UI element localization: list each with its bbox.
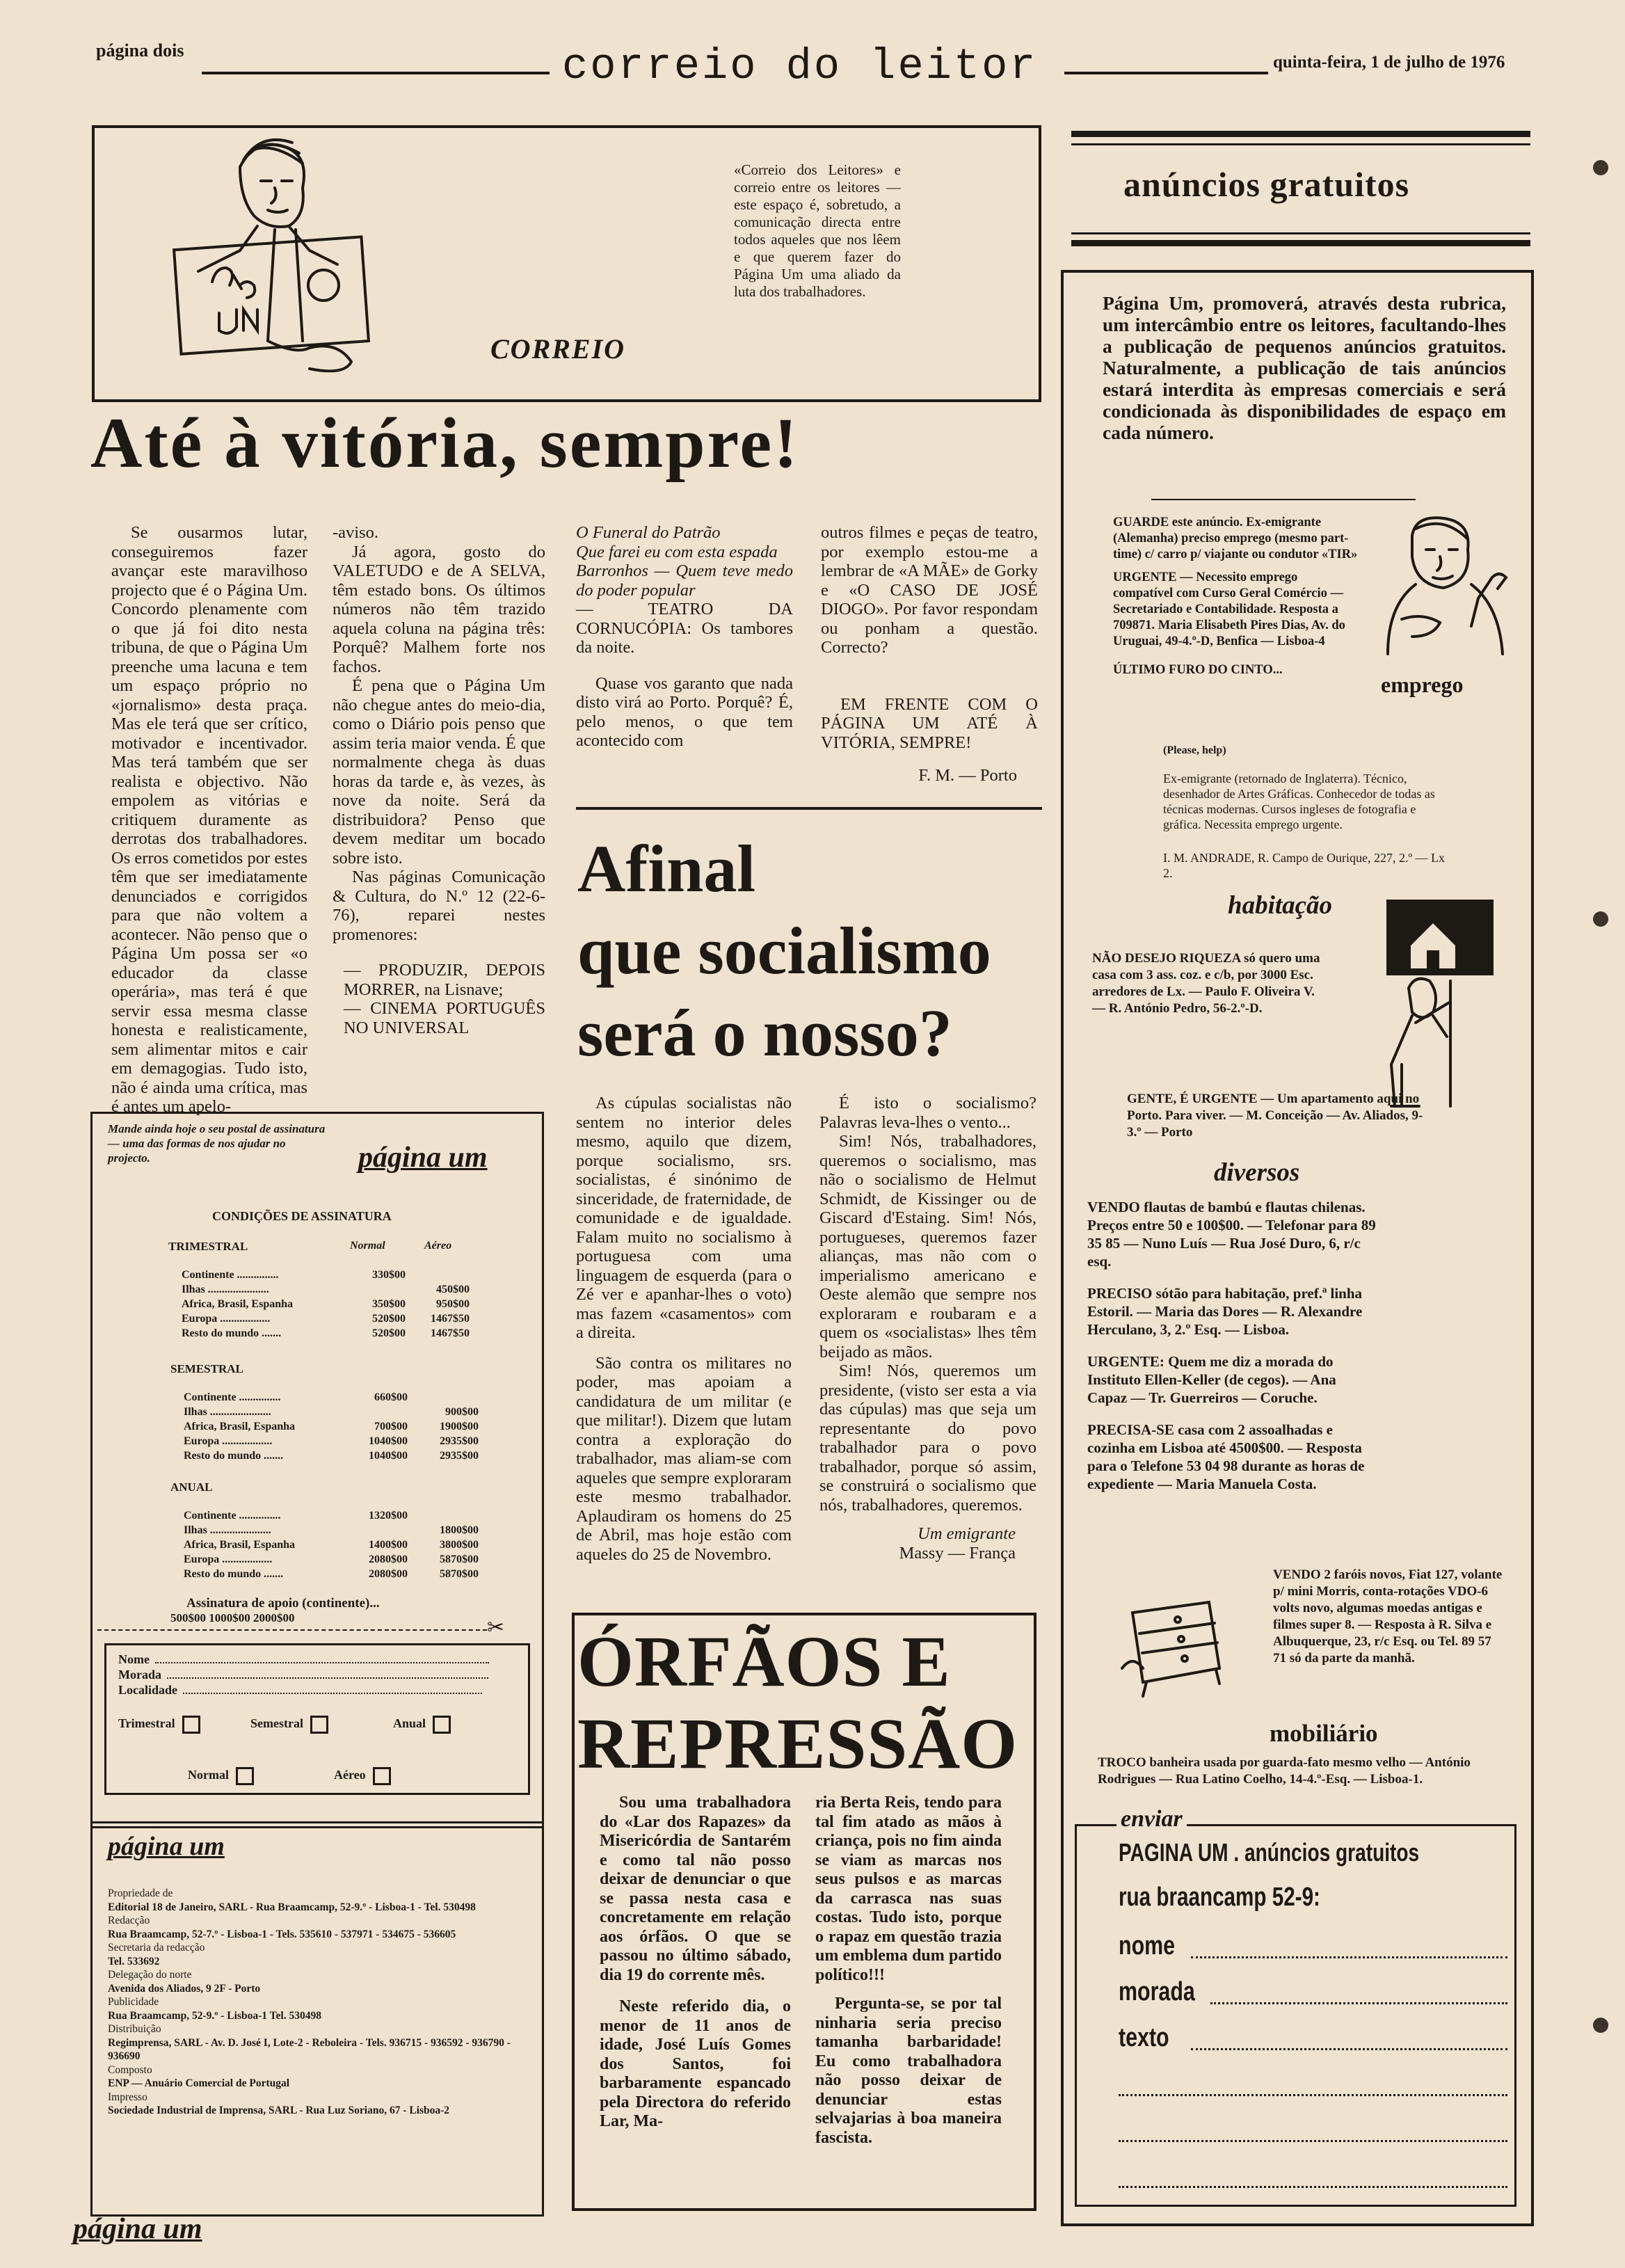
article1-paragraph: Já agora, gosto do VALETUDO e de A SELVA, têm estado bons. Os últimos números não têm trazido aquela coluna na página três: Porquê? Malhem forte nos fachos. <box>333 542 545 676</box>
coupon-texto-line[interactable] <box>1119 2186 1507 2188</box>
headline-afinal: Afinal que socialismo será o nosso? <box>577 831 991 1070</box>
article2-paragraph: Sim! Nós, queremos um presidente, (visto ser esta a via das cúpulas) mas que seja um representante do povo trabalhador para o povo trabalhador, porque só assim, se construirá o socialismo que nós, trabalhadores, queremos. <box>819 1361 1036 1515</box>
correio-intro: «Correio dos Leitores» e correio entre os leitores — este espaço é, sobretudo, a comunicação directa entre todos aqueles que nos lêem e que querem fazer do Página Um uma aliado da luta dos trabalhadores. <box>734 161 901 300</box>
table-row: Ilhas ...................... 450$00 <box>182 1284 470 1295</box>
article1-list-item: Que farei eu com esta espada <box>576 542 778 561</box>
table-row: Continente ............... 330$00 <box>182 1269 406 1281</box>
article1-column-3 <box>576 523 793 751</box>
issue-date: quinta-feira, 1 de julho de 1976 <box>1273 53 1505 72</box>
footer-logo: página um <box>73 2213 202 2245</box>
article1-signature: F. M. — Porto <box>918 766 1017 785</box>
article3-paragraph: Neste referido dia, o menor de 11 anos de idade, José Luís Gomes dos Santos, foi barbaramente espancado pela Directora do referido Lar, Ma- <box>600 1997 791 2130</box>
article2-signature: Massy — França <box>899 1543 1016 1563</box>
period-semestral: SEMESTRAL <box>170 1362 243 1375</box>
article1-column-1 <box>111 523 307 1117</box>
table-row: Europa .................. 1040$00 2935$00 <box>184 1435 479 1447</box>
price-table-anual <box>179 1508 483 1581</box>
table-row: Ilhas ...................... 900$00 <box>184 1406 479 1418</box>
coupon-morada-label: morada <box>1119 1977 1195 2006</box>
checkbox-trimestral[interactable]: Trimestral <box>118 1716 200 1734</box>
ad-item: VENDO flautas de bambú e flautas chilenas. Preços entre 50 e 100$00. — Telefonar para 89 35 85 — Nuno Luís — Rua José Duro, 6, r/c esq. <box>1087 1199 1376 1270</box>
imprint-text: Propriedade de Editorial 18 de Janeiro, SARL - Rua Braamcamp, 52-9.º - Lisboa-1 - Tel. 530498 Redacção Rua Braamcamp, 52-7.º - Lisboa-1 - Tels. 535610 - 537971 - 534675 - 536605 Secretaria da redacção Tel. 533692 Delegação do norte Avenida dos Aliados, 9 2F - Porto Publicidade Rua Braamcamp, 52-9.º - Lisboa-1 Tel. 530498 Distribuição Regimprensa, SARL - Av. D. José I, Lote-2 - Reboleira - Tels. 936715 - 936592 - 936790 - 936690 Composto ENP — Anuário Comercial de Portugal Impresso Sociedade Industrial de Imprensa, SARL - Rua Luz Soriano, 67 - Lisboa-2 <box>108 1887 511 2116</box>
table-row: Resto do mundo ....... 1040$00 2935$00 <box>184 1450 479 1462</box>
article1-paragraph: outros filmes e peças de teatro, por exemplo estou-me a lembrar de «A MÃE» de Gorky e «O CASO DE JOSÉ DIOGO». Por favor respondam ou ponham a questão. Correcto? <box>821 523 1038 657</box>
table-row: Resto do mundo ....... 2080$00 5870$00 <box>184 1568 479 1580</box>
table-row: Africa, Brasil, Espanha 700$00 1900$00 <box>184 1421 479 1432</box>
ad-item: GUARDE este anúncio. Ex-emigrante (Alemanha) preciso emprego (mesmo part-time) c/ carro p/ viajante ou condutor «TIR» <box>1113 516 1358 561</box>
form-localidade[interactable]: Localidade <box>118 1682 482 1698</box>
article2-column-1 <box>576 1094 792 1564</box>
section-title: correio do leitor <box>562 42 1038 91</box>
table-row: Europa .................. 520$00 1467$50 <box>182 1313 470 1325</box>
table-row: Africa, Brasil, Espanha 350$00 950$00 <box>182 1298 470 1310</box>
period-anual: ANUAL <box>170 1480 213 1494</box>
ad-item: (Please, help) <box>1163 744 1226 756</box>
ad-item: URGENTE — Necessito emprego compatível com Curso Geral Comércio — Secretariado e Contabilidade. Resposta a 709871. Maria Elisabeth Pires Dias, Av. do Uruguai, 49-4.º-D, Benfica — Lisboa-4 <box>1113 570 1345 648</box>
price-table-semestral <box>179 1390 483 1463</box>
ads-rule <box>1071 131 1530 137</box>
binder-hole <box>1593 2018 1608 2033</box>
coupon-texto-label: texto <box>1119 2023 1169 2052</box>
article2-paragraph: Sim! Nós, trabalhadores, queremos o socialismo, mas não o socialismo de Helmut Schmidt, de Kissinger ou de Giscard d'Estaing. Sim! Nós, portugueses, queremos fazer alianças, mas não com o imperialismo americano e Oeste alemão que sempre nos exploraram e roubaram e a quem os «socialistas» lhes têm beijado as mãos. <box>819 1132 1036 1361</box>
binder-hole <box>1593 911 1608 927</box>
headline-ate-a-vitoria: Até à vitória, sempre! <box>90 404 800 483</box>
table-row: Continente ............... 660$00 <box>184 1391 408 1403</box>
coupon-morada-field[interactable] <box>1210 2002 1507 2004</box>
table-row: Continente ............... 1320$00 <box>184 1510 408 1522</box>
masthead-rule-left <box>202 72 550 74</box>
article3-column-1 <box>600 1794 791 2132</box>
table-row: Ilhas ...................... 1800$00 <box>184 1524 479 1536</box>
ads-rule <box>1071 143 1530 145</box>
column-normal: Normal <box>350 1240 385 1252</box>
habitacao-label: habitação <box>1228 891 1333 920</box>
masthead-rule-right <box>1064 72 1268 74</box>
checkbox-semestral[interactable]: Semestral <box>250 1716 328 1734</box>
form-nome[interactable]: Nome <box>118 1652 489 1667</box>
cut-line <box>97 1629 487 1631</box>
checkbox-aereo[interactable]: Aéreo <box>334 1767 391 1785</box>
ads-divider <box>1151 499 1416 500</box>
headline-orfaos: ÓRFÃOS E REPRESSÃO <box>577 1622 1018 1784</box>
coupon-address: rua braancamp 52-9: <box>1119 1883 1320 1912</box>
mobiliario-label: mobiliário <box>1270 1720 1378 1747</box>
coupon-nome-label: nome <box>1119 1931 1176 1960</box>
article1-list-item: — TEATRO DA CORNUCÓPIA: Os tambores da noite. <box>576 600 793 657</box>
article1-paragraph: É pena que o Página Um não chegue antes do meio-dia, como o Diário pois penso que assim teria maior venda. É que normalmente chega às duas horas da tarde e, às vezes, às nove da noite. Será da distribuidora? Penso que devem meditar um bocado sobre isto. <box>333 676 545 868</box>
coupon-texto-line[interactable] <box>1119 2094 1507 2096</box>
diversos-ads <box>1087 1198 1379 1493</box>
checkbox-anual[interactable]: Anual <box>393 1716 451 1734</box>
article1-closing: EM FRENTE COM O PÁGINA UM ATÉ À VITÓRIA, SEMPRE! <box>821 694 1038 752</box>
worker-wrench-illustration <box>1374 515 1513 668</box>
page-label: página dois <box>96 40 184 61</box>
ad-item: Ex-emigrante (retornado de Inglaterra). Técnico, desenhador de Artes Gráficas. Conhecedor de todas as técnicas modernas. Cursos ingleses de fotografia e gráfica. Necessita emprego urgente. <box>1163 772 1435 831</box>
ad-item: NÃO DESEJO RIQUEZA só quero uma casa com 3 ass. coz. e c/b, por 3000 Esc. arredores de Lx. — Paulo F. Oliveira V. — R. António Pedro, 56-2.º-D. <box>1092 951 1320 1016</box>
divider <box>576 807 1042 810</box>
article1-paragraph: -aviso. <box>333 523 378 542</box>
ads-header: anúncios gratuitos <box>1123 165 1410 204</box>
article1-list-item: Barronhos — Quem teve medo do poder popular <box>576 561 793 600</box>
table-row: Resto do mundo ....... 520$00 1467$50 <box>182 1327 470 1339</box>
mobiliario-ad: TROCO banheira usada por guarda-fato mesmo velho — António Rodrigues — Rua Latino Coelho, 14-4.º-Esq. — Lisboa-1. <box>1098 1755 1471 1787</box>
ads-coupon <box>1075 1824 1516 2207</box>
article1-paragraph: Se ousarmos lutar, conseguiremos fazer avançar este maravilhoso projecto que é o Página Um. Concordo plenamente com o que já foi dito nesta tribuna, de que o Página Um preenche uma lacuna e tem um espaço próprio no «jornalismo» desta praça. Mas ele terá que ser crítico, motivador e incentivador. Mas terá também que ser realista e objectivo. Não empolem as vitórias e critiquem duramente as derrotas dos trabalhadores. Os erros cometidos por estes têm que ser imediatamente denunciados e corrigidos para que não voltem a acontecer. Não penso que o Página Um possa ser «o educador da classe operária», mas terá é que servir essa mesma classe honesta e realisticamente, sem alimentar mitos e cair em demagogias. Tudo isto, não é ainda uma crítica, mas é antes um apelo- <box>111 523 307 1116</box>
ads-rule <box>1071 232 1530 234</box>
emprego-ads <box>1113 515 1360 678</box>
article1-list-item: — PRODUZIR, DEPOIS MORRER, na Lisnave; <box>344 961 545 999</box>
article1-column-4 <box>821 523 1038 785</box>
diversos-ad-5: VENDO 2 faróis novos, Fiat 127, volante p/ mini Morris, conta-rotações VDO-6 volts novo, algumas moedas antigas e filmes super 8. — Resposta à R. Silva e Albuquerque, 23, r/c Esq. ou Tel. 89 57 71 só da parte da manhã. <box>1273 1567 1503 1666</box>
subscription-heading: CONDIÇÕES DE ASSINATURA <box>212 1209 392 1223</box>
article2-paragraph: É isto o socialismo? Palavras leva-lhes o vento... <box>819 1094 1036 1132</box>
coupon-enviar: enviar <box>1116 1806 1187 1832</box>
article1-paragraph: Quase vos garanto que nada disto virá ao Porto. Porquê? É, pelo menos, o que tem acontecido com <box>576 673 793 750</box>
checkbox-normal[interactable]: Normal <box>188 1767 254 1785</box>
coupon-nome-field[interactable] <box>1191 1956 1507 1958</box>
table-row: Europa .................. 2080$00 5870$00 <box>184 1554 479 1565</box>
article1-list-item: — CINEMA PORTUGUÊS NO UNIVERSAL <box>344 999 545 1037</box>
correio-label: CORREIO <box>490 333 626 365</box>
table-row: Africa, Brasil, Espanha 1400$00 3800$00 <box>184 1539 479 1551</box>
column-aereo: Aéreo <box>424 1240 452 1252</box>
article2-paragraph: As cúpulas socialistas não sentem no interior deles mesmo, aquilo que dizem, porque socialismo, srs. socialistas, é sinónimo de sinceridade, de fraternidade, de comunidade e de igualdade. Falam muito no socialismo à portuguesa com uma linguagem de esquerda (para o Zé ver e apanhar-lhes o voto) mas fazem «casamentos» com a direita. <box>576 1094 792 1342</box>
imprint-logo: página um <box>108 1832 225 1861</box>
binder-hole <box>1593 160 1608 175</box>
ad-item: I. M. ANDRADE, R. Campo de Ourique, 227, 2.º — Lx 2. <box>1163 851 1446 880</box>
support-subscription: Assinatura de apoio (continente)... <box>186 1596 380 1611</box>
article3-paragraph: Sou uma trabalhadora do «Lar dos Rapazes» da Misericórdia de Santarém e como tal não posso deixar de denunciar o que se passa nesta casa e concretamente em relação aos órfãos. O que se passou no último sábado, dia 19 do corrente mês. <box>600 1794 791 1984</box>
article3-paragraph: Pergunta-se, se por tal ninharia seria preciso tamanha barbaridade! Eu como trabalhadora não posso deixar de denunciar estas selvajarias à boa maneira fascista. <box>815 1995 1002 2147</box>
subscription-promo: Mande ainda hoje o seu postal de assinatura — uma das formas de nos ajudar no projecto. <box>108 1122 326 1165</box>
article1-column-2 <box>333 523 545 1037</box>
ad-item: GENTE, É URGENTE — Um apartamento aqui no Porto. Para viver. — M. Conceição — Av. Aliados, 9-3.º — Porto <box>1127 1092 1423 1140</box>
scissors-icon: ✂ <box>487 1616 505 1639</box>
ad-item: PRECISO sótão para habitação, pref.ª linha Estoril. — Maria das Dores — R. Alexandre Herculano, 3, 2.º Esq. — Lisboa. <box>1087 1285 1363 1338</box>
article2-column-2 <box>819 1094 1036 1563</box>
subscription-logo: página um <box>358 1142 488 1174</box>
habitacao-ads-2 <box>1127 1091 1426 1141</box>
ad-item: URGENTE: Quem me diz a morada do Instituto Ellen-Keller (de cegos). — Ana Capaz — Tr. Guerreiros — Coruche. <box>1087 1353 1336 1406</box>
coupon-texto-field[interactable] <box>1191 2048 1507 2050</box>
form-morada[interactable]: Morada <box>118 1667 488 1682</box>
article1-paragraph: Nas páginas Comunicação & Cultura, do N.º 12 (22-6-76), reparei nestes promenores: <box>333 868 545 944</box>
support-values: 500$00 1000$00 2000$00 <box>170 1611 295 1624</box>
coupon-texto-line[interactable] <box>1119 2140 1507 2142</box>
reader-illustration <box>170 132 379 383</box>
period-trimestral: TRIMESTRAL <box>168 1240 248 1253</box>
article2-signature: Um emigrante <box>918 1524 1016 1543</box>
emprego-label: emprego <box>1381 672 1464 697</box>
diversos-label: diversos <box>1214 1158 1300 1187</box>
ads-intro: Página Um, promoverá, através desta rubrica, um intercâmbio entre os leitores, facultando-lhes a publicação de pequenos anúncios gratuitos. Naturalmente, a publicação de tais anúncios estará interdita às empresas comerciais e será condicionada às disponibilidades de espaço em cada número. <box>1103 292 1506 443</box>
furniture-illustration <box>1119 1599 1237 1703</box>
price-table-trimestral <box>177 1268 474 1341</box>
article3-paragraph: ria Berta Reis, tendo para tal fim atado as mãos à criança, pois no fim ainda se viam as marcas nos seus pulsos e as marcas da carrasca nas suas costas. Tudo isto, porque o rapaz em questão trazia um emblema dum partido político!!! <box>815 1794 1002 1984</box>
article1-list-item: O Funeral do Patrão <box>576 523 721 542</box>
article3-column-2 <box>815 1794 1002 2148</box>
article2-paragraph: São contra os militares no poder, mas apoiam a candidatura de um militar (e que militar!). Dizem que lutam contra a exploração do trabalhador, mas aliam-se com aqueles que sempre exploraram este mesmo trabalhador. Aplaudiram os homens do 25 de Abril, mas hoje estão com aqueles do 25 de Novembro. <box>576 1353 792 1564</box>
habitacao-ads <box>1092 950 1322 1017</box>
ad-item: PRECISA-SE casa com 2 assoalhadas e cozinha em Lisboa até 4500$00. — Resposta para o Telefone 53 04 98 durante as horas de expediente — Maria Manuela Costa. <box>1087 1421 1365 1492</box>
ad-item: ÚLTIMO FURO DO CINTO... <box>1113 663 1283 677</box>
ads-rule <box>1071 240 1530 246</box>
coupon-title: PAGINA UM . anúncios gratuitos <box>1119 1838 1420 1867</box>
